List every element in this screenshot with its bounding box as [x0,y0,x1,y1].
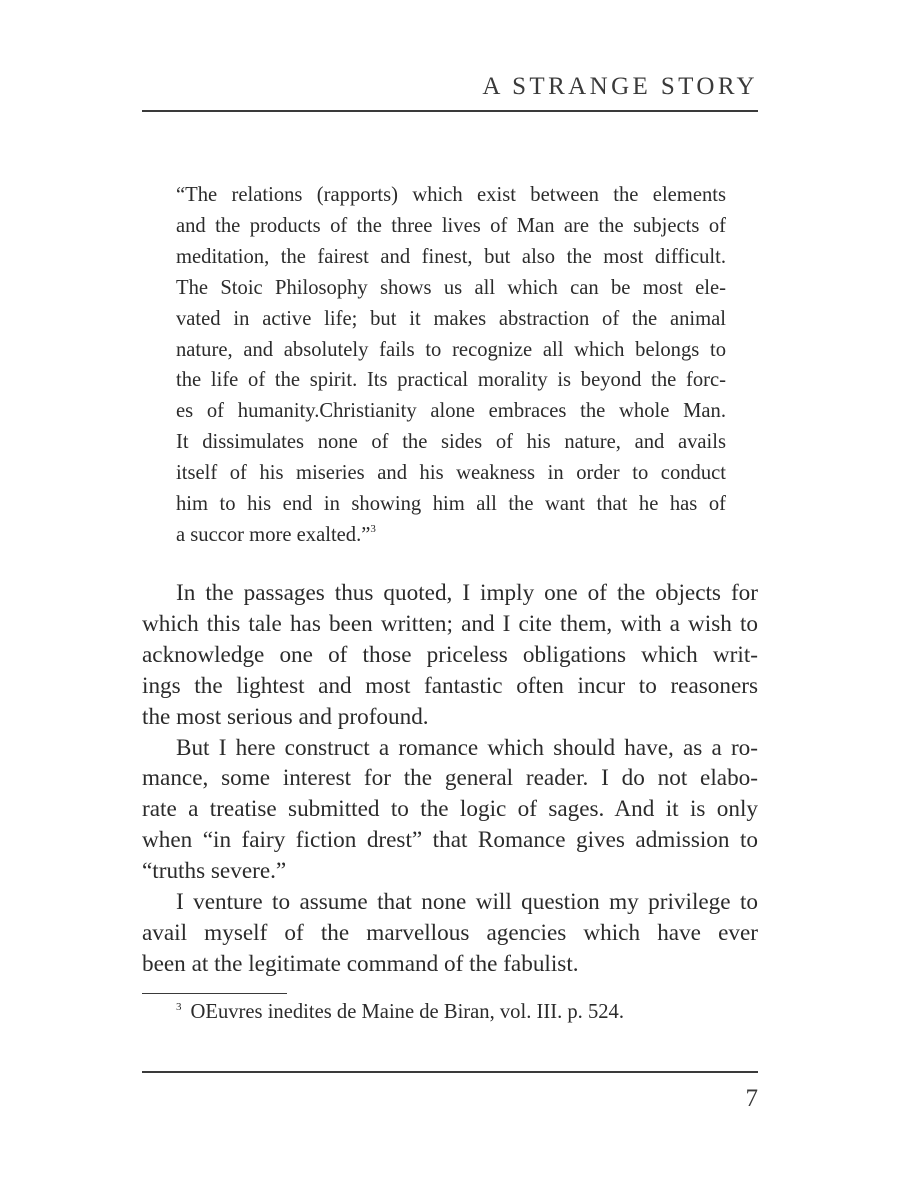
running-title: A STRANGE STORY [482,73,758,100]
quote-line: and the products of the three lives of Man are the subjects of [176,214,726,237]
quote-line: es of humanity.Christianity alone embraces the whole Man. [176,400,726,423]
header-rule [142,110,758,112]
body-line [142,733,758,764]
quote-line: vated in active life; but it makes abstraction of the animal [176,307,726,330]
page-number: 7 [745,1085,758,1112]
footnote-separator [142,993,287,994]
body-line: rate a treatise submitted to the logic of sages. And it is only [142,796,758,823]
body-line-text: In the passages thus quoted, I imply one of the objects for [176,580,758,606]
footnote [176,997,624,1027]
body-line: which this tale has been written; and I cite them, with a wish to [142,610,758,637]
quote-last-line-text: a succor more exalted.” [176,523,371,546]
block-quote [176,180,726,551]
quote-line: him to his end in showing him all the want that he has of [176,493,726,516]
footer-rule [142,1071,758,1073]
footnote-reference[interactable]: 3 [370,522,376,535]
quote-line: nature, and absolutely fails to recognize all which belongs to [176,338,726,361]
body-line [142,887,758,918]
body-line: “truths severe.” [142,858,287,885]
quote-line: itself of his miseries and his weakness in order to conduct [176,462,726,485]
quote-line: the life of the spirit. Its practical morality is beyond the forc- [176,369,726,392]
quote-last-line [176,520,726,551]
body-line: the most serious and profound. [142,703,429,730]
body-text [142,578,758,980]
body-paragraph-1 [142,578,758,733]
quote-line: “The relations (rapports) which exist between the elements [176,184,726,206]
body-paragraph-3 [142,887,758,980]
body-line: ings the lightest and most fantastic often incur to reasoners [142,672,758,699]
quote-line: meditation, the fairest and finest, but also the most difficult. [176,245,726,268]
body-line: mance, some interest for the general reader. I do not elabo- [142,765,758,792]
quote-paragraph [176,180,726,551]
quote-line: It dissimulates none of the sides of his nature, and avails [176,431,726,454]
body-line [142,578,758,609]
body-line: avail myself of the marvellous agencies which have ever [142,919,758,946]
body-line: acknowledge one of those priceless obligations which writ- [142,641,758,668]
body-line: been at the legitimate command of the fabulist. [142,950,579,977]
quote-line: The Stoic Philosophy shows us all which can be most ele- [176,276,726,299]
body-line: when “in fairy fiction drest” that Romance gives admission to [142,827,758,854]
body-paragraph-2 [142,733,758,888]
body-line-text: But I here construct a romance which should have, as a ro- [176,734,758,761]
footnote-number: 3 [176,1001,182,1013]
footnote-text: OEuvres inedites de Maine de Biran, vol. III. p. 524. [190,1001,625,1023]
body-line-text: I venture to assume that none will question my privilege to [176,889,758,916]
